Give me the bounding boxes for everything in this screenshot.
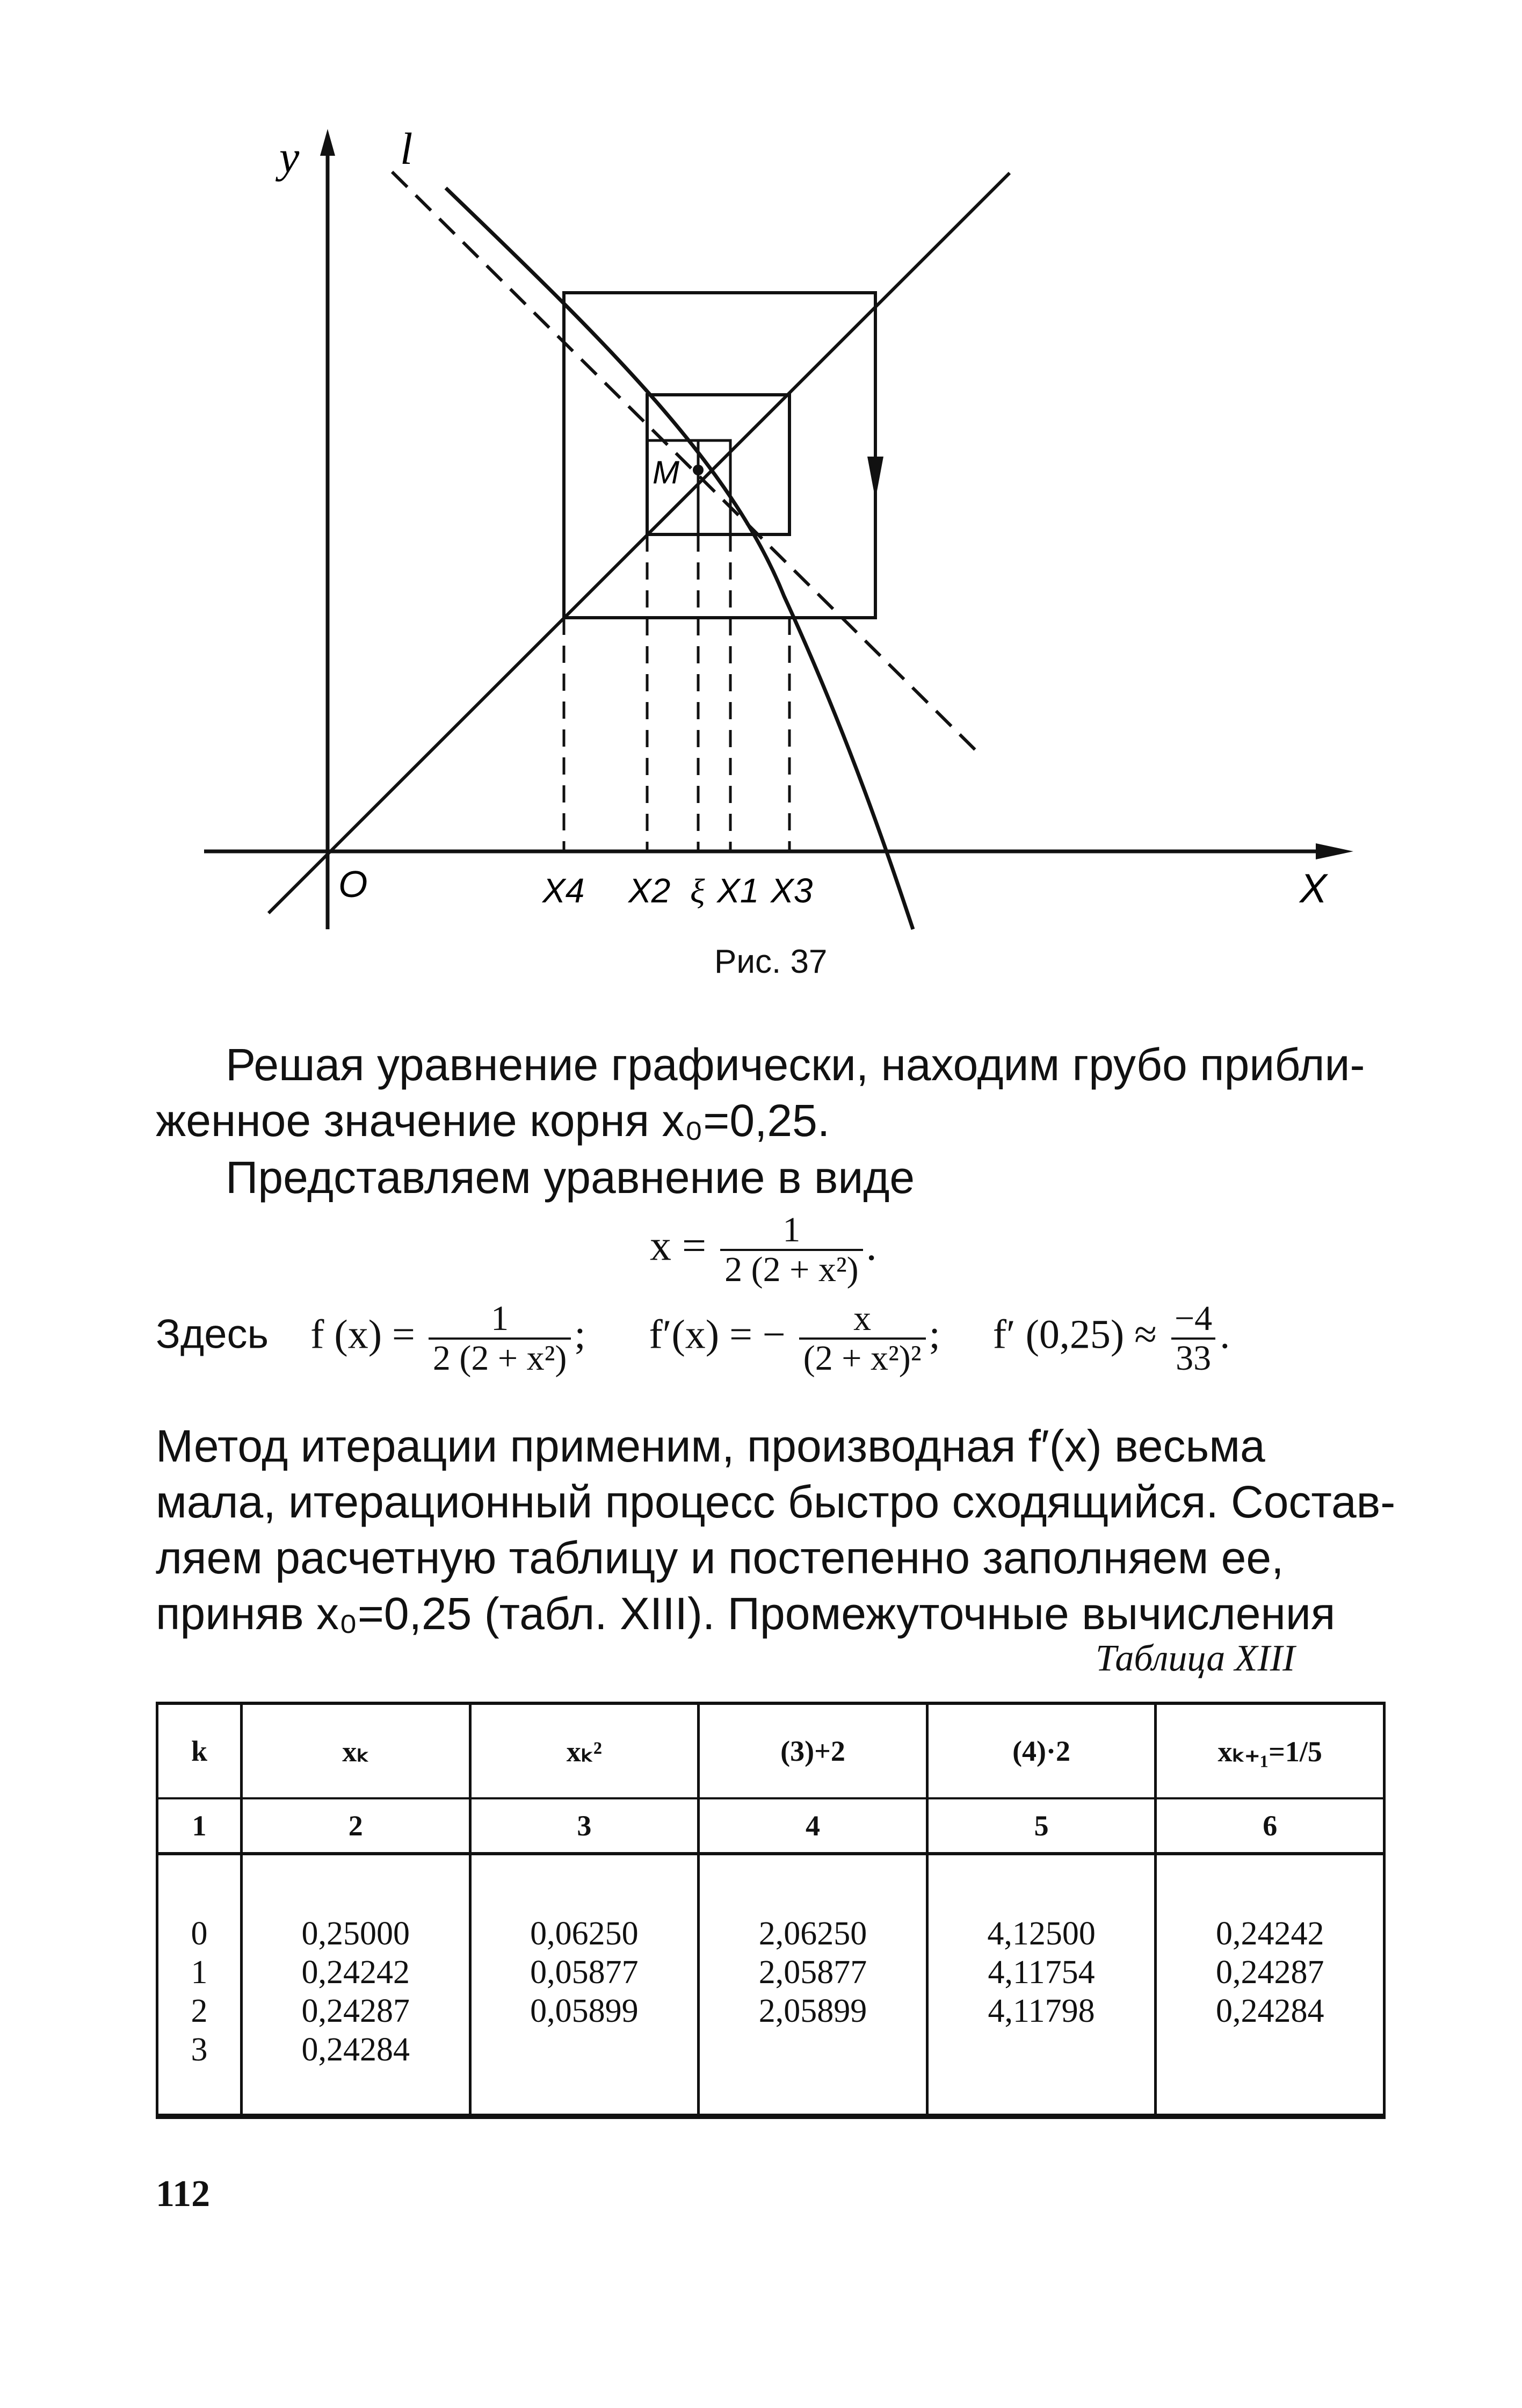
colnum-3: 3 bbox=[470, 1798, 699, 1854]
eq1-denominator: 2 (2 + x²) bbox=[720, 1249, 863, 1289]
p3-line4: приняв x₀=0,25 (табл. XIII). Промежуточные вычисления bbox=[156, 1588, 1336, 1639]
eq2-fprime-numerator: x bbox=[853, 1299, 872, 1338]
cell bbox=[700, 2030, 925, 2069]
equation-1: x = $\frac{1}{\text{2 (2 + x²)}}$ . bbox=[650, 1210, 877, 1289]
col-4-times-2 bbox=[927, 1854, 1156, 2116]
iteration-diagram bbox=[193, 113, 1364, 972]
table-data-row bbox=[157, 1854, 1385, 2116]
function-curve bbox=[446, 188, 913, 929]
col-xk1 bbox=[1156, 1854, 1385, 2116]
p3-line1: Метод итерации применим, производная f′(x) весьма bbox=[156, 1421, 1265, 1471]
table-header-row bbox=[157, 1703, 1385, 1798]
x4-label: X4 bbox=[542, 871, 585, 910]
cell: 0,24287 bbox=[301, 1993, 410, 2029]
eq2-prefix: Здесь bbox=[156, 1311, 269, 1357]
col-3-plus-2 bbox=[699, 1854, 927, 2116]
table-label: Таблица XIII bbox=[1096, 1638, 1295, 1679]
eq2-fprime-value: f′ (0,25) ≈ bbox=[992, 1312, 1157, 1357]
cell: 2,05899 bbox=[758, 1993, 867, 2029]
cell bbox=[929, 2030, 1154, 2069]
colnum-4: 4 bbox=[699, 1798, 927, 1854]
eq2-fprime-denominator: (2 + x²)² bbox=[799, 1337, 926, 1377]
table-colnum-row bbox=[157, 1798, 1385, 1854]
eq2-value-numerator: −4 bbox=[1174, 1299, 1213, 1338]
header-k: k bbox=[157, 1703, 242, 1798]
p3-line2: мала, итерационный процесс быстро сходящийся. Состав- bbox=[156, 1477, 1396, 1527]
x1-label: X1 bbox=[717, 871, 759, 910]
paragraph-2 bbox=[156, 1149, 1412, 1205]
cell: 2,06250 bbox=[758, 1915, 867, 1952]
cell: 1 bbox=[191, 1954, 208, 1991]
cell: 0,06250 bbox=[530, 1915, 639, 1952]
cell: 0,24242 bbox=[1215, 1915, 1324, 1952]
iteration-box-outer bbox=[564, 293, 875, 618]
cell bbox=[472, 2030, 697, 2069]
eq2-fprime: f′(x) = − bbox=[649, 1312, 786, 1357]
bisector-line bbox=[269, 173, 1010, 913]
origin-label: O bbox=[338, 863, 368, 905]
cell: 4,11798 bbox=[988, 1993, 1095, 2029]
eq1-numerator: 1 bbox=[782, 1210, 801, 1249]
cell: 0,05899 bbox=[530, 1993, 639, 2029]
line-l-label: l bbox=[400, 124, 413, 174]
paragraph-3 bbox=[156, 1418, 1412, 1642]
colnum-2: 2 bbox=[242, 1798, 470, 1854]
cell: 0,24287 bbox=[1215, 1954, 1324, 1991]
x3-label: X3 bbox=[771, 871, 813, 910]
x2-label: X2 bbox=[628, 871, 671, 910]
iteration-table bbox=[156, 1702, 1386, 2119]
cell: 0,25000 bbox=[301, 1915, 410, 1952]
cell: 2,05877 bbox=[758, 1954, 867, 1991]
header-col4-times-2: (4)·2 bbox=[927, 1703, 1156, 1798]
cell: 4,11754 bbox=[988, 1954, 1095, 1991]
x-axis-arrow bbox=[1316, 843, 1353, 859]
colnum-5: 5 bbox=[927, 1798, 1156, 1854]
header-xk-squared: xₖ² bbox=[470, 1703, 699, 1798]
cell: 0,24284 bbox=[1215, 1993, 1324, 2029]
cell: 2 bbox=[191, 1993, 208, 2029]
eq2-f-denominator: 2 (2 + x²) bbox=[429, 1337, 571, 1377]
paragraph-1 bbox=[156, 1037, 1412, 1148]
xi-label: ξ bbox=[690, 872, 705, 910]
figure-37 bbox=[193, 113, 1364, 972]
eq2-fprime-fraction bbox=[799, 1300, 926, 1377]
eq2-value-denominator: 33 bbox=[1171, 1337, 1215, 1377]
header-col3-plus-2: (3)+2 bbox=[699, 1703, 927, 1798]
point-m-label: M bbox=[653, 454, 679, 490]
eq2-fprime-value-fraction bbox=[1170, 1300, 1216, 1377]
tangent-line-l bbox=[392, 172, 977, 752]
cell: 0,24284 bbox=[301, 2031, 410, 2068]
cell: 0,24242 bbox=[301, 1954, 410, 1991]
eq2-f-numerator: 1 bbox=[491, 1299, 509, 1338]
figure-caption: Рис. 37 bbox=[714, 943, 828, 980]
point-m-marker bbox=[693, 465, 704, 475]
colnum-1: 1 bbox=[157, 1798, 242, 1854]
col-xk-squared bbox=[470, 1854, 699, 2116]
header-xk: xₖ bbox=[242, 1703, 470, 1798]
x-axis-label: X bbox=[1300, 866, 1327, 912]
page-number: 112 bbox=[156, 2173, 211, 2215]
header-xk1: xₖ₊₁=1/5 bbox=[1156, 1703, 1385, 1798]
cell bbox=[1157, 2030, 1382, 2069]
p1-line1: Решая уравнение графически, находим грубо прибли- bbox=[226, 1039, 1365, 1090]
down-arrow-head bbox=[867, 457, 883, 500]
equation-2: Здесь f (x) = $\frac{1}{\text{2 (2 + x²)}}$ ; f′(x) = − $\frac{x}{\text{(2 + x²)²}}$ ; f′ (0,25) ≈ $\frac{-4}{33}$ . bbox=[156, 1299, 1230, 1378]
col-xk bbox=[242, 1854, 470, 2116]
cell: 0,05877 bbox=[530, 1954, 639, 1991]
col-k bbox=[157, 1854, 242, 2116]
eq1-fraction bbox=[720, 1211, 863, 1289]
y-axis-arrow bbox=[320, 129, 335, 156]
eq2-f: f (x) = bbox=[310, 1312, 415, 1357]
eq2-f-fraction bbox=[429, 1300, 571, 1377]
cell: 4,12500 bbox=[987, 1915, 1096, 1952]
cell: 0 bbox=[191, 1915, 208, 1952]
p1-line2: женное значение корня x₀=0,25. bbox=[156, 1095, 830, 1146]
p2-text: Представляем уравнение в виде bbox=[226, 1152, 915, 1203]
colnum-6: 6 bbox=[1156, 1798, 1385, 1854]
y-axis-label: y bbox=[279, 132, 300, 182]
cell: 3 bbox=[191, 2031, 208, 2068]
p3-line3: ляем расчетную таблицу и постепенно заполняем ее, bbox=[156, 1532, 1284, 1583]
eq1-lhs: x = bbox=[650, 1222, 707, 1270]
